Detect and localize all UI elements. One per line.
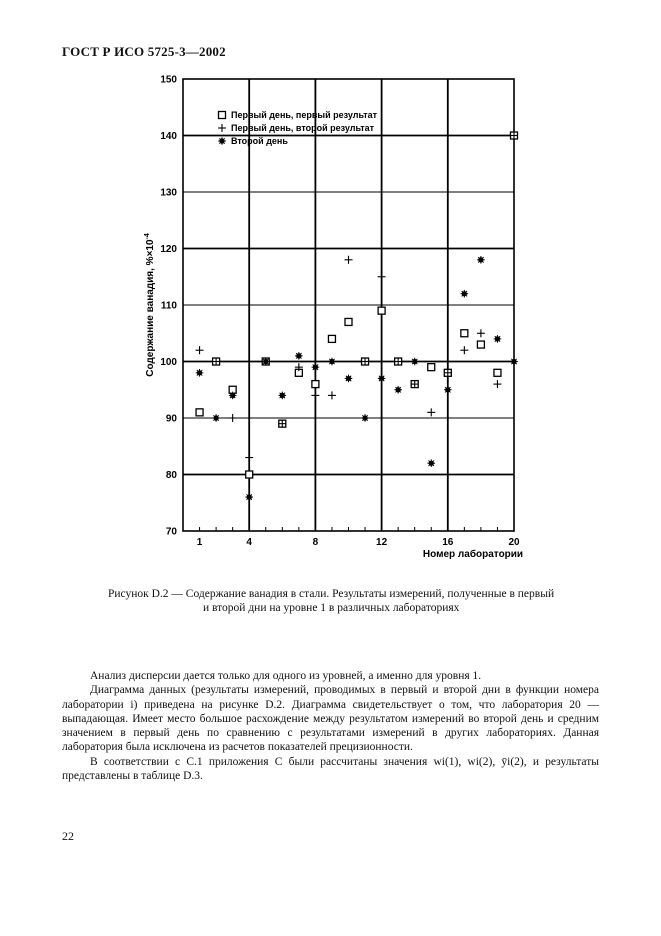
- x-tick-label: 4: [246, 537, 252, 548]
- plus-marker: [245, 454, 253, 462]
- figure-caption: [108, 587, 568, 615]
- star-marker: [328, 358, 336, 366]
- body-text: [62, 669, 599, 783]
- chart-legend: [218, 110, 378, 146]
- paragraph-1: Анализ дисперсии дается только для одного из уровней, а именно для уровня 1.: [90, 670, 482, 682]
- y-tick-label: 70: [165, 526, 177, 538]
- star-marker: [378, 375, 386, 383]
- plus-marker: [328, 391, 336, 399]
- star-marker: [361, 414, 369, 422]
- square-marker: [378, 307, 385, 314]
- square-marker: [477, 341, 484, 348]
- y-tick-label: 100: [160, 357, 177, 368]
- plus-marker: [460, 346, 468, 354]
- x-tick-label: 20: [508, 537, 520, 548]
- square-marker: [461, 330, 468, 337]
- star-marker: [196, 369, 204, 377]
- star-marker: [427, 459, 435, 467]
- paragraph-2: Диаграмма данных (результаты измерений, проводимых в первый и второй дни в функции номера лаборатории i) приведена на рисунке D.2. Диаграмма свидетельствует о том, что лаборатория 20 — выпадающая. Имеет место большое расхождение между результатом измерений во второй день и средним значением в первый день по сравнению с результатами измерений в других лабораториях. Данная лаборатория была исключена из расчетов показателей прецизионности.: [62, 684, 599, 754]
- chart-grid: [183, 79, 514, 531]
- star-marker: [411, 358, 419, 366]
- x-axis-label: Номер лаборатории: [422, 549, 524, 560]
- page-number: 22: [62, 829, 74, 843]
- star-marker: [494, 335, 502, 343]
- square-marker: [312, 381, 319, 388]
- square-marker: [246, 471, 253, 478]
- square-marker: [428, 364, 435, 371]
- legend-label: Первый день, первый результат: [231, 110, 378, 120]
- star-marker: [245, 493, 253, 501]
- x-tick-label: 16: [442, 537, 454, 548]
- x-tick-label: 12: [376, 537, 388, 548]
- y-tick-label: 140: [160, 131, 177, 142]
- y-tick-label: 80: [165, 470, 177, 481]
- star-marker: [444, 386, 452, 394]
- y-tick-labels: [160, 75, 177, 538]
- square-marker: [328, 335, 335, 342]
- y-tick-label: 90: [165, 413, 177, 425]
- square-marker: [494, 369, 501, 376]
- x-tick-label: 8: [312, 537, 319, 548]
- plus-marker: [378, 273, 386, 281]
- legend-label: Первый день, второй результат: [231, 123, 375, 133]
- star-marker: [394, 386, 402, 394]
- plus-marker: [311, 391, 319, 399]
- plus-marker: [493, 380, 501, 388]
- square-marker: [219, 112, 226, 119]
- caption-line-1: Рисунок D.2 — Содержание ванадия в стали. Результаты измерений, полученные в первый: [108, 588, 555, 600]
- star-marker: [312, 363, 320, 371]
- y-axis-label: Содержание ванадия, $\%\times 10^{-4}$: [144, 233, 156, 377]
- square-marker: [196, 409, 203, 416]
- plus-marker: [427, 408, 435, 416]
- plus-marker: [218, 124, 226, 132]
- star-marker: [279, 392, 287, 400]
- star-marker: [345, 375, 353, 383]
- y-tick-label: 150: [160, 74, 177, 86]
- document-header: ГОСТ Р ИСО 5725-3—2002: [62, 44, 226, 59]
- paragraph-3: В соответствии с С.1 приложения С были рассчитаны значения wi(1), wi(2), ȳi(2), и результаты представлены в таблице D.3.: [62, 755, 599, 783]
- legend-label: Второй день: [231, 136, 288, 146]
- star-marker: [510, 358, 518, 366]
- x-tick-label: 1: [196, 537, 203, 548]
- plus-marker: [477, 329, 485, 337]
- y-tick-label: 120: [160, 244, 177, 255]
- star-marker: [295, 352, 303, 360]
- x-tick-labels: [197, 537, 520, 548]
- y-tick-label: 130: [160, 187, 177, 199]
- square-marker: [345, 318, 352, 325]
- star-marker: [212, 414, 220, 422]
- data-points: [196, 132, 518, 501]
- caption-line-2: и второй дни на уровне 1 в различных лабораториях: [203, 602, 460, 614]
- plus-marker: [345, 256, 353, 264]
- star-marker: [477, 256, 485, 264]
- star-marker: [262, 358, 270, 366]
- star-marker: [218, 137, 226, 145]
- plus-marker: [229, 414, 237, 422]
- y-tick-label: 110: [160, 300, 177, 312]
- star-marker: [229, 392, 237, 400]
- star-marker: [461, 290, 469, 298]
- plus-marker: [196, 346, 204, 354]
